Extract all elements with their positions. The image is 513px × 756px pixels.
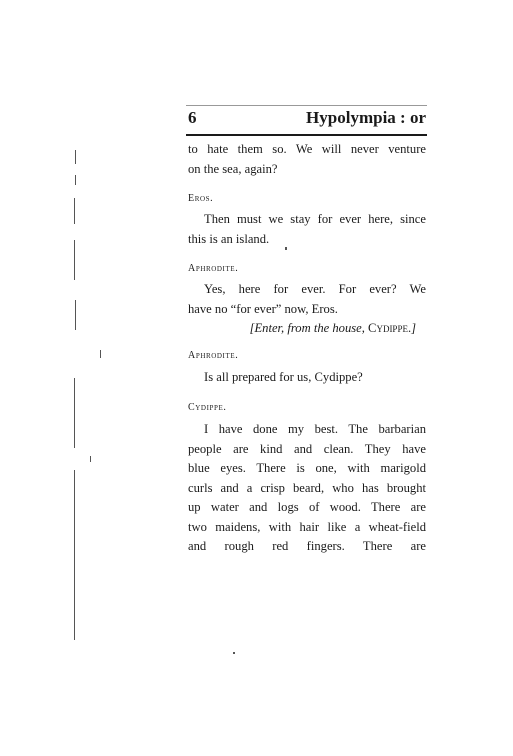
header-rule [186, 134, 427, 136]
scan-mark [74, 198, 75, 224]
scan-mark [75, 300, 76, 330]
speaker-label: Aphrodite. [188, 263, 239, 274]
scan-mark [100, 350, 101, 358]
scan-mark [75, 175, 76, 185]
page-number: 6 [188, 108, 197, 127]
text-line: two maidens, with hair like a wheat-field [188, 519, 426, 534]
scan-mark [233, 652, 235, 654]
scan-mark [74, 378, 75, 448]
scan-mark [74, 470, 75, 640]
scan-mark [285, 247, 287, 250]
text-line: this is an island. [188, 231, 270, 246]
text-line: up water and logs of wood. There are [188, 500, 426, 514]
text-line: Is all prepared for us, Cydippe? [204, 370, 363, 384]
text-line: curls and a crisp beard, who has brought [188, 480, 426, 495]
speech-paragraph [188, 210, 426, 249]
speaker-label: Aphrodite. [188, 350, 239, 361]
text-line: and rough red fingers. There are [188, 539, 426, 553]
speaker-label: Eros. [188, 193, 214, 204]
text-line: blue eyes. There is one, with marigold [188, 461, 426, 475]
scan-mark [75, 150, 76, 164]
text-line: Then must we stay for ever here, since [204, 212, 426, 226]
text-line: have no “for ever” now, Eros. [188, 301, 338, 316]
running-title: Hypolympia : or [306, 108, 426, 127]
scan-mark [74, 240, 75, 280]
scan-mark [90, 456, 91, 462]
text-line: I have done my best. The barbarian [204, 422, 426, 436]
text-line: people are kind and clean. They have [188, 441, 426, 456]
speech-paragraph [188, 420, 426, 557]
speech-paragraph [188, 280, 426, 339]
stage-direction: [Enter, from the house, Cydippe.] [249, 321, 416, 335]
running-header [188, 108, 426, 130]
intro-paragraph [188, 140, 426, 179]
text-line: on the sea, again? [188, 161, 278, 176]
speech-paragraph [188, 368, 426, 388]
header-top-rule [186, 105, 427, 106]
speaker-label: Cydippe. [188, 402, 227, 413]
text-line: Yes, here for ever. For ever? We [204, 282, 426, 296]
text-line: to hate them so. We will never venture [188, 142, 426, 156]
